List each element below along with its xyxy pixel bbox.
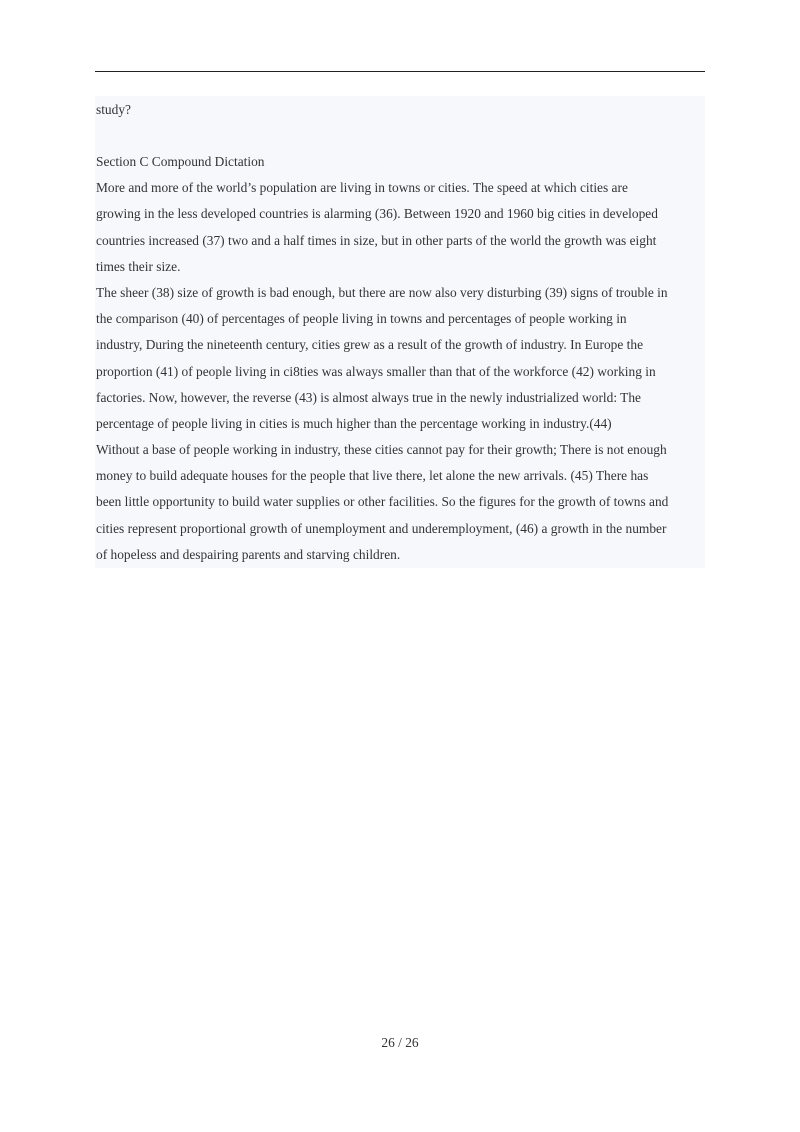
paragraph-line: factories. Now, however, the reverse (43) is almost always true in the newly industrialized world: The xyxy=(96,390,641,405)
paragraph-line: of hopeless and despairing parents and starving children. xyxy=(96,547,401,562)
paragraph-line: been little opportunity to build water supplies or other facilities. So the figures for the growth of towns and xyxy=(96,494,669,509)
text-line-question-end: study? xyxy=(96,102,131,117)
paragraph-line: the comparison (40) of percentages of people living in towns and percentages of people working in xyxy=(96,311,627,326)
paragraph-line: The sheer (38) size of growth is bad enough, but there are now also very disturbing (39) signs of trouble in xyxy=(96,285,668,300)
paragraph-line: times their size. xyxy=(96,259,181,274)
paragraph-line: Without a base of people working in industry, these cities cannot pay for their growth; There is not enough xyxy=(96,442,667,457)
paragraph-line: cities represent proportional growth of unemployment and underemployment, (46) a growth in the number xyxy=(96,521,667,536)
header-rule xyxy=(95,71,705,72)
document-body xyxy=(95,96,705,568)
paragraph-line: countries increased (37) two and a half times in size, but in other parts of the world the growth was eight xyxy=(96,233,657,248)
paragraph-line: industry, During the nineteenth century, cities grew as a result of the growth of industry. In Europe the xyxy=(96,337,644,352)
section-heading: Section C Compound Dictation xyxy=(96,154,265,169)
paragraph-line: percentage of people living in cities is much higher than the percentage working in industry.(44) xyxy=(96,416,612,431)
paragraph-line: money to build adequate houses for the people that live there, let alone the new arrivals. (45) There has xyxy=(96,468,649,483)
paragraph-line: More and more of the world’s population are living in towns or cities. The speed at which cities are xyxy=(96,180,628,195)
page-number: 26 / 26 xyxy=(381,1035,419,1050)
paragraph-line: proportion (41) of people living in ci8ties was always smaller than that of the workforce (42) working in xyxy=(96,364,656,379)
paragraph-line: growing in the less developed countries is alarming (36). Between 1920 and 1960 big cities in developed xyxy=(96,206,658,221)
